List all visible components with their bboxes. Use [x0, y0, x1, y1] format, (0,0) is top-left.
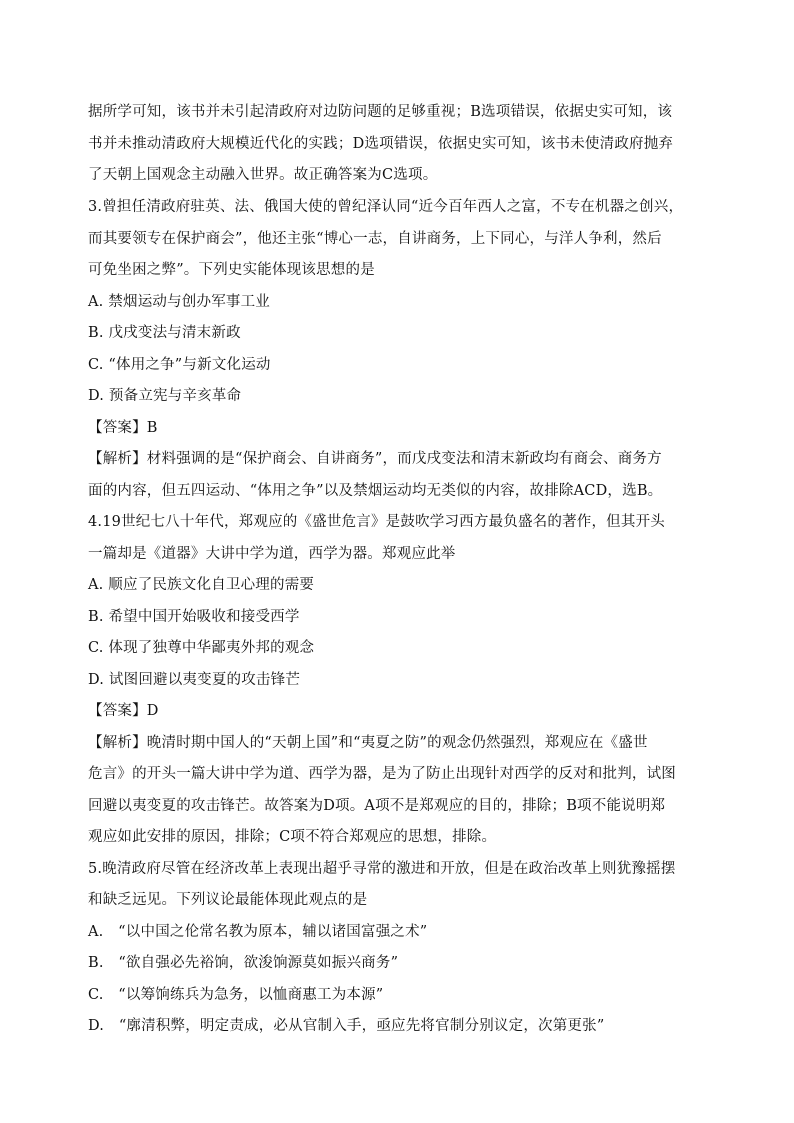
question-4-option-c: C. 体现了独尊中华鄙夷外邦的观念	[88, 640, 315, 656]
paragraph-line: 了天朝上国观念主动融入世界。故正确答案为C选项。	[88, 167, 438, 183]
question-4-option-d: D. 试图回避以夷变夏的攻击锋芒	[88, 672, 301, 688]
question-4-option-a: A. 顺应了民族文化自卫心理的需要	[88, 577, 315, 593]
question-3-option-b: B. 戊戌变法与清末新政	[88, 325, 241, 341]
question-3-option-a: A. 禁烟运动与创办军事工业	[88, 294, 270, 310]
question-5-stem: 和缺乏远见。下列议论最能体现此观点的是	[88, 892, 368, 908]
question-4-stem: 4.19世纪七八十年代，郑观应的《盛世危言》是鼓吹学习西方最负盛名的著作，但其开头	[88, 514, 665, 530]
question-4-analysis: 【解析】晚清时期中国人的“天朝上国”和“夷夏之防”的观念仍然强烈，郑观应在《盛世	[88, 735, 648, 751]
question-4-stem: 一篇却是《道器》大讲中学为道，西学为器。郑观应此举	[88, 546, 456, 562]
question-3-analysis: 【解析】材料强调的是“保护商会、自讲商务”，而戊戌变法和清末新政均有商会、商务方	[88, 451, 662, 467]
question-4-option-b: B. 希望中国开始吸收和接受西学	[88, 609, 300, 625]
question-5-stem: 5.晚清政府尽管在经济改革上表现出超乎寻常的激进和开放，但是在政治改革上则犹豫摇摆	[88, 861, 676, 877]
question-3-stem: 3.曾担任清政府驻英、法、俄国大使的曾纪泽认同“近今百年西人之富，不专在机器之创兴，	[88, 199, 684, 215]
question-5-option-c: C. “以筹饷练兵为急务，以恤商惠工为本源”	[88, 987, 384, 1003]
question-3-option-c: C. “体用之争”与新文化运动	[88, 357, 271, 373]
question-3-answer: 【答案】B	[88, 420, 158, 436]
question-3-option-d: D. 预备立宪与辛亥革命	[88, 388, 242, 404]
question-3-stem: 可免坐困之弊”。下列史实能体现该思想的是	[88, 262, 375, 278]
paragraph-line: 据所学可知，该书并未引起清政府对边防问题的足够重视；B选项错误，依据史实可知，该	[88, 104, 673, 120]
paragraph-line: 书并未推动清政府大规模近代化的实践；D选项错误，依据史实可知，该书未使清政府抛弃	[88, 136, 674, 152]
question-5-option-b: B. “欲自强必先裕饷，欲浚饷源莫如振兴商务”	[88, 955, 399, 971]
question-4-analysis: 危言》的开头一篇大讲中学为道、西学为器，是为了防止出现针对西学的反对和批判，试图	[88, 766, 676, 782]
question-4-answer: 【答案】D	[88, 703, 159, 719]
question-4-analysis: 回避以夷变夏的攻击锋芒。故答案为D项。A项不是郑观应的目的，排除；B项不能说明郑	[88, 798, 666, 814]
question-5-option-d: D. “廓清积弊，明定责成，必从官制入手，亟应先将官制分别议定，次第更张”	[88, 1018, 605, 1034]
question-3-stem: 而其要领专在保护商会”，他还主张“博心一志，自讲商务，上下同心，与洋人争利，然后	[88, 231, 662, 247]
question-4-analysis: 观应如此安排的原因，排除；C项不符合郑观应的思想，排除。	[88, 829, 497, 845]
question-3-analysis: 面的内容，但五四运动、“体用之争”以及禁烟运动均无类似的内容，故排除ACD，选B。	[88, 483, 663, 499]
question-5-option-a: A. “以中国之伦常名教为原本，辅以诸国富强之术”	[88, 924, 428, 940]
